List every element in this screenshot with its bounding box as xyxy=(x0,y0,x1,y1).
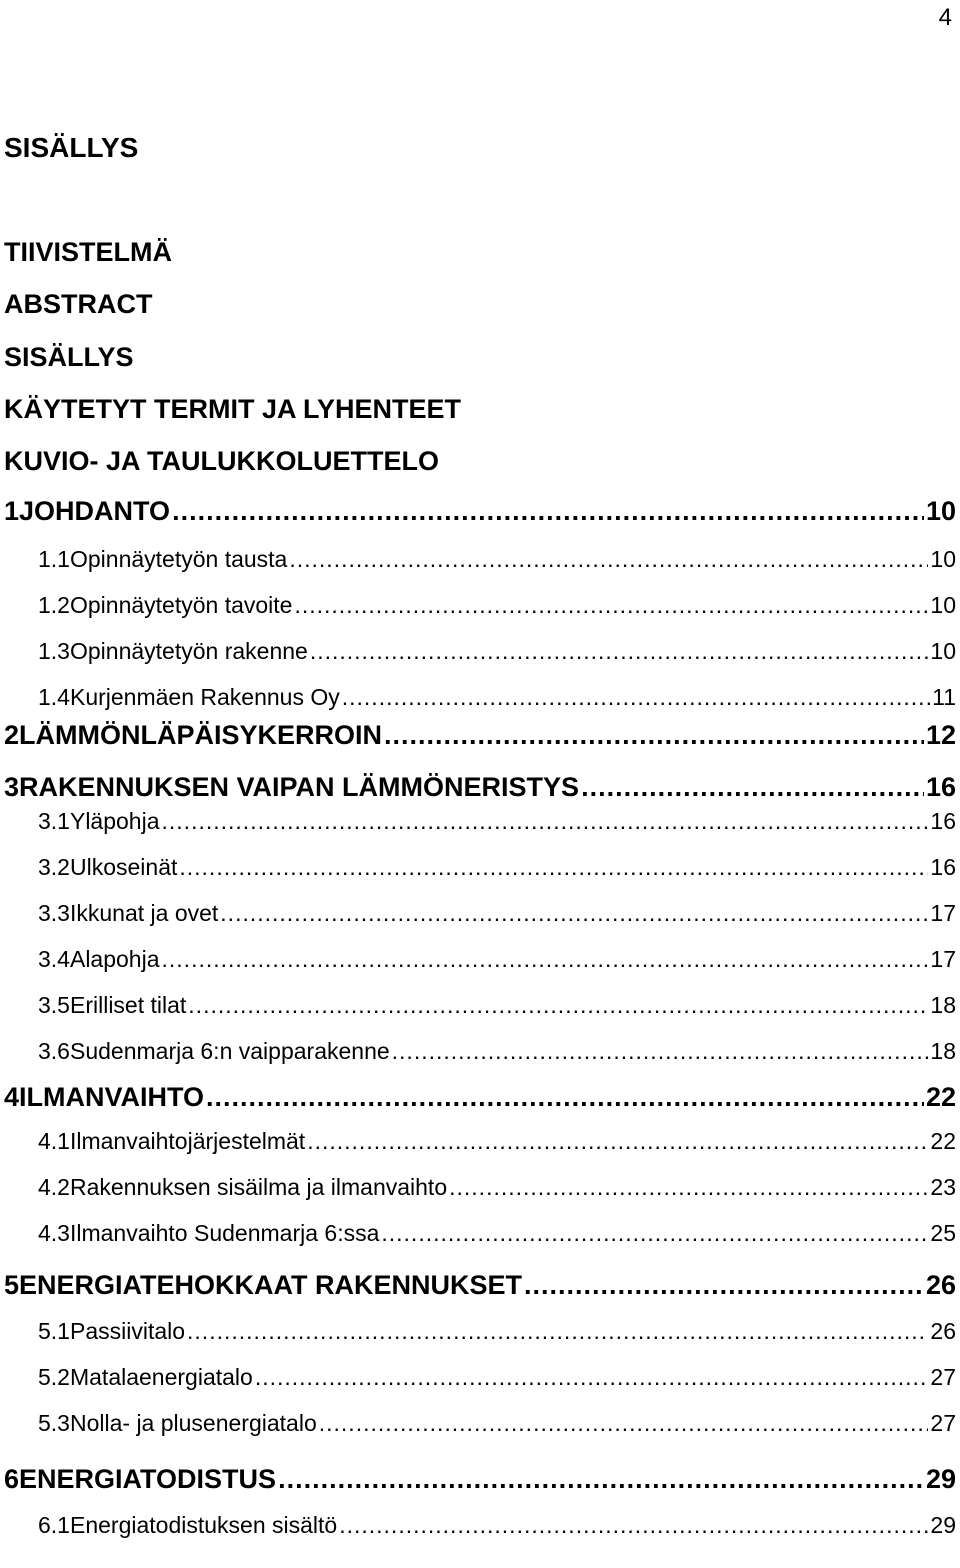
toc-entry-page: 22 xyxy=(925,1082,956,1112)
toc-entry-page: 29 xyxy=(930,1512,956,1538)
toc-entry-number: 2 xyxy=(4,720,20,750)
toc-entry-page: 29 xyxy=(925,1464,956,1494)
toc-dot-leader xyxy=(581,772,924,803)
toc-dot-leader xyxy=(319,1410,929,1437)
toc-entry-title: RAKENNUKSEN VAIPAN LÄMMÖNERISTYS xyxy=(19,772,580,802)
toc-entry-number: 3.5 xyxy=(38,992,70,1018)
toc-entry-page: 11 xyxy=(932,684,956,710)
toc-section-entry xyxy=(4,992,956,1019)
toc-dot-leader xyxy=(206,1082,924,1113)
toc-entry-title: Yläpohja xyxy=(69,808,160,834)
toc-dot-leader xyxy=(310,638,929,665)
toc-dot-leader xyxy=(294,592,928,619)
toc-entry-number: 4.3 xyxy=(38,1220,70,1246)
toc-section-entry xyxy=(4,1128,956,1155)
toc-entry-number: 6.1 xyxy=(38,1512,70,1538)
toc-entry-title: ENERGIATODISTUS xyxy=(19,1464,277,1494)
toc-dot-leader xyxy=(381,1220,928,1247)
toc-entry-page: 12 xyxy=(925,720,956,750)
toc-entry-page: 18 xyxy=(930,992,956,1018)
front-matter-item: ABSTRACT xyxy=(4,289,153,320)
toc-chapter-entry xyxy=(4,772,956,803)
toc-entry-title: Ilmanvaihtojärjestelmät xyxy=(69,1128,306,1154)
toc-entry-number: 1.2 xyxy=(38,592,70,618)
toc-dot-leader xyxy=(172,496,924,527)
toc-entry-page: 25 xyxy=(930,1220,956,1246)
toc-entry-page: 10 xyxy=(925,496,956,526)
toc-entry-page: 16 xyxy=(930,854,956,880)
toc-dot-leader xyxy=(255,1364,929,1391)
toc-dot-leader xyxy=(187,1318,928,1345)
toc-entry-title: JOHDANTO xyxy=(19,496,171,526)
front-matter-item: SISÄLLYS xyxy=(4,341,134,372)
toc-entry-title: ILMANVAIHTO xyxy=(19,1082,205,1112)
toc-entry-title: Matalaenergiatalo xyxy=(69,1364,253,1390)
toc-section-entry xyxy=(4,684,956,711)
toc-dot-leader xyxy=(449,1174,928,1201)
toc-section-entry xyxy=(4,1364,956,1391)
toc-dot-leader xyxy=(179,854,928,881)
toc-entry-page: 16 xyxy=(930,808,956,834)
toc-dot-leader xyxy=(278,1464,924,1495)
toc-entry-number: 5.2 xyxy=(38,1364,70,1390)
toc-entry-title: Opinnäytetyön tavoite xyxy=(69,592,293,618)
toc-dot-leader xyxy=(162,808,929,835)
toc-entry-title: Rakennuksen sisäilma ja ilmanvaihto xyxy=(69,1174,448,1200)
page-number: 4 xyxy=(938,4,952,31)
front-matter-item: KÄYTETYT TERMIT JA LYHENTEET xyxy=(4,393,462,424)
toc-entry-page: 18 xyxy=(930,1038,956,1064)
toc-entry-number: 1 xyxy=(4,496,20,526)
toc-entry-number: 3.4 xyxy=(38,946,70,972)
toc-entry-title: Erilliset tilat xyxy=(69,992,187,1018)
toc-dot-leader xyxy=(307,1128,928,1155)
toc-section-entry xyxy=(4,1512,956,1539)
toc-entry-number: 4.2 xyxy=(38,1174,70,1200)
toc-section-entry xyxy=(4,1174,956,1201)
toc-entry-page: 17 xyxy=(930,946,956,972)
toc-dot-leader xyxy=(524,1270,924,1301)
toc-entry-page: 22 xyxy=(930,1128,956,1154)
toc-dot-leader xyxy=(162,946,929,973)
front-matter-item: TIIVISTELMÄ xyxy=(4,237,172,267)
toc-entry-title: Ikkunat ja ovet xyxy=(69,900,219,926)
toc-section-entry xyxy=(4,1220,956,1247)
toc-chapter-entry xyxy=(4,1464,956,1495)
toc-entry-title: Opinnäytetyön rakenne xyxy=(69,638,308,664)
front-matter-list xyxy=(4,226,461,487)
toc-entry-page: 10 xyxy=(930,546,956,572)
toc-entry-page: 10 xyxy=(930,638,956,664)
toc-chapter-entry xyxy=(4,720,956,751)
toc-dot-leader xyxy=(188,992,928,1019)
toc-entry-number: 3 xyxy=(4,772,20,802)
toc-section-entry xyxy=(4,900,956,927)
toc-entry-title: LÄMMÖNLÄPÄISYKERROIN xyxy=(19,720,383,750)
toc-entry-title: Sudenmarja 6:n vaipparakenne xyxy=(69,1038,390,1064)
toc-entry-number: 1.3 xyxy=(38,638,70,664)
toc-entry-page: 23 xyxy=(930,1174,956,1200)
toc-dot-leader xyxy=(289,546,928,573)
toc-entry-number: 5.3 xyxy=(38,1410,70,1436)
toc-entry-number: 5 xyxy=(4,1270,20,1300)
toc-entry-title: Energiatodistuksen sisältö xyxy=(69,1512,338,1538)
toc-entry-number: 6 xyxy=(4,1464,20,1494)
toc-entry-title: Kurjenmäen Rakennus Oy xyxy=(69,684,340,710)
toc-entry-title: Opinnäytetyön tausta xyxy=(69,546,288,572)
toc-entry-page: 16 xyxy=(925,772,956,802)
toc-section-entry xyxy=(4,592,956,619)
toc-entry-title: Alapohja xyxy=(69,946,160,972)
toc-chapter-entry xyxy=(4,1270,956,1301)
toc-section-entry xyxy=(4,1410,956,1437)
toc-entry-title: Ulkoseinät xyxy=(69,854,178,880)
toc-entry-number: 1.4 xyxy=(38,684,70,710)
toc-chapter-entry xyxy=(4,496,956,527)
toc-section-entry xyxy=(4,946,956,973)
toc-entry-number: 5.1 xyxy=(38,1318,70,1344)
toc-section-entry xyxy=(4,808,956,835)
toc-dot-leader xyxy=(384,720,924,751)
toc-entry-title: ENERGIATEHOKKAAT RAKENNUKSET xyxy=(19,1270,523,1300)
toc-entry-page: 10 xyxy=(930,592,956,618)
toc-entry-number: 1.1 xyxy=(38,546,70,572)
toc-entry-title: Ilmanvaihto Sudenmarja 6:ssa xyxy=(69,1220,380,1246)
toc-entry-number: 3.2 xyxy=(38,854,70,880)
front-matter-item: KUVIO- JA TAULUKKOLUETTELO xyxy=(4,446,439,477)
toc-entry-number: 3.1 xyxy=(38,808,70,834)
toc-section-entry xyxy=(4,546,956,573)
toc-section-entry xyxy=(4,1038,956,1065)
toc-entry-page: 27 xyxy=(930,1410,956,1436)
toc-entry-number: 3.3 xyxy=(38,900,70,926)
toc-entry-page: 26 xyxy=(925,1270,956,1300)
toc-entry-page: 27 xyxy=(930,1364,956,1390)
toc-section-entry xyxy=(4,854,956,881)
toc-heading: SISÄLLYS xyxy=(4,132,139,163)
toc-entry-number: 4.1 xyxy=(38,1128,70,1154)
toc-entry-title: Passiivitalo xyxy=(69,1318,186,1344)
toc-chapter-entry xyxy=(4,1082,956,1113)
toc-dot-leader xyxy=(392,1038,929,1065)
toc-entry-page: 26 xyxy=(930,1318,956,1344)
toc-dot-leader xyxy=(342,684,930,711)
toc-section-entry xyxy=(4,638,956,665)
toc-dot-leader xyxy=(339,1512,928,1539)
toc-dot-leader xyxy=(220,900,928,927)
toc-entry-number: 3.6 xyxy=(38,1038,70,1064)
toc-section-entry xyxy=(4,1318,956,1345)
toc-entry-title: Nolla- ja plusenergiatalo xyxy=(69,1410,317,1436)
toc-entry-number: 4 xyxy=(4,1082,20,1112)
toc-entry-page: 17 xyxy=(930,900,956,926)
